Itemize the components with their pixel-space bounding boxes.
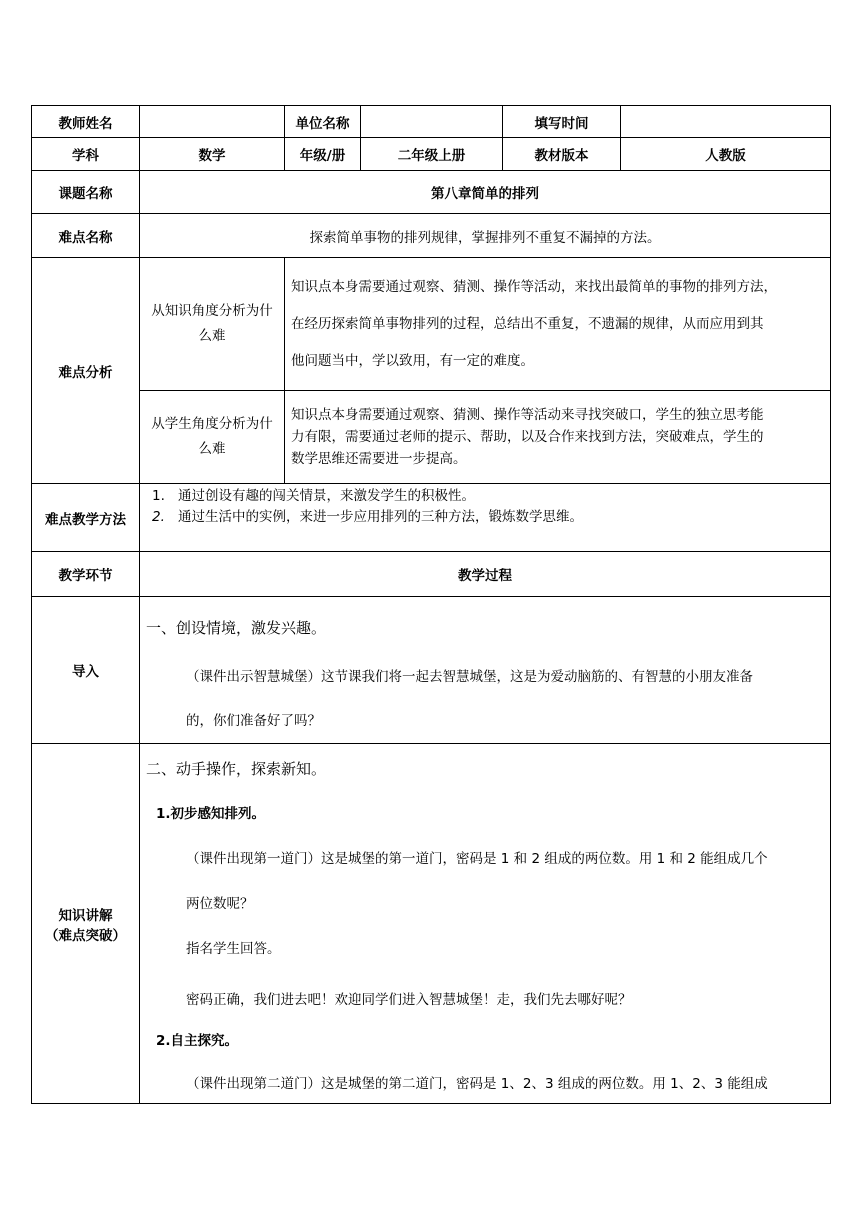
list-item	[146, 486, 824, 507]
edition-label: 教材版本	[503, 138, 621, 171]
intro-row	[32, 597, 831, 744]
knowledge-line: 在经历探索简单事物排列的过程，总结出不重复，不遗漏的规律，从而应用到其	[291, 315, 764, 332]
analysis-label: 难点分析	[32, 258, 140, 484]
difficulty-label: 难点名称	[32, 214, 140, 258]
process-header-row	[32, 552, 831, 597]
analysis-row-student	[32, 391, 831, 484]
intro-label: 导入	[32, 597, 140, 744]
analysis-row-knowledge	[32, 258, 831, 391]
difficulty-row	[32, 214, 831, 258]
subsection-heading: 1.初步感知排列。	[156, 806, 266, 822]
paragraph-line: 密码正确，我们进去吧！欢迎同学们进入智慧城堡！走，我们先去哪好呢？	[186, 992, 632, 1008]
grade-value: 二年级上册	[361, 138, 503, 171]
student-line: 数学思维还需要进一步提高。	[291, 451, 467, 467]
knowledge-label-line1: 知识讲解	[58, 907, 113, 924]
difficulty-value: 探索简单事物的排列规律，掌握排列不重复不漏掉的方法。	[140, 214, 831, 258]
unit-name-field[interactable]	[361, 106, 503, 138]
subject-value: 数学	[140, 138, 285, 171]
header-row	[32, 106, 831, 138]
lesson-plan-table	[31, 105, 831, 1104]
fill-date-label: 填写时间	[503, 106, 621, 138]
edition-value: 人教版	[621, 138, 831, 171]
knowledge-line: 他问题当中，学以致用，有一定的难度。	[291, 352, 534, 369]
subsection-heading: 2.自主探究。	[156, 1033, 239, 1049]
topic-value: 第八章简单的排列	[140, 171, 831, 214]
teacher-name-field[interactable]	[140, 106, 285, 138]
subject-label: 学科	[32, 138, 140, 171]
knowledge-angle-label: 从知识角度分析为什么难	[140, 258, 285, 391]
teacher-name-label: 教师姓名	[32, 106, 140, 138]
fill-date-field[interactable]	[621, 106, 831, 138]
student-line: 力有限，需要通过老师的提示、帮助，以及合作来找到方法，突破难点，学生的	[291, 429, 764, 445]
topic-row	[32, 171, 831, 214]
intro-line: （课件出示智慧城堡）这节课我们将一起去智慧城堡，这是为爱动脑筋的、有智慧的小朋友准备	[186, 669, 753, 685]
list-item	[146, 507, 824, 528]
knowledge-line: 知识点本身需要通过观察、猜测、操作等活动，来找出最简单的事物的排列方法，	[291, 278, 777, 295]
methods-list	[140, 484, 831, 552]
list-number: 1.	[152, 488, 165, 504]
intro-content	[140, 597, 831, 744]
knowledge-label	[32, 744, 140, 1104]
paragraph-line: 指名学生回答。	[186, 941, 281, 957]
knowledge-content	[140, 744, 831, 1104]
intro-line: 的，你们准备好了吗？	[186, 713, 321, 729]
intro-heading: 一、创设情境，激发兴趣。	[146, 619, 327, 637]
knowledge-angle-text	[285, 258, 831, 391]
grade-label: 年级/册	[285, 138, 361, 171]
stage-header: 教学环节	[32, 552, 140, 597]
knowledge-heading: 二、动手操作，探索新知。	[146, 760, 327, 778]
knowledge-row	[32, 744, 831, 1104]
methods-label: 难点教学方法	[32, 484, 140, 552]
paragraph-line: （课件出现第一道门）这是城堡的第一道门，密码是 1 和 2 组成的两位数。用 1 和 2 能组成几个	[186, 851, 768, 867]
paragraph-line: （课件出现第二道门）这是城堡的第二道门，密码是 1、2、3 组成的两位数。用 1、2、3 能组成	[186, 1076, 768, 1092]
student-angle-text	[285, 391, 831, 484]
list-text: 通过创设有趣的闯关情景，来激发学生的积极性。	[178, 488, 475, 504]
student-line: 知识点本身需要通过观察、猜测、操作等活动来寻找突破口，学生的独立思考能	[291, 407, 764, 423]
paragraph-line: 两位数呢？	[186, 896, 254, 912]
list-number: 2.	[152, 509, 165, 525]
topic-label: 课题名称	[32, 171, 140, 214]
student-angle-label: 从学生角度分析为什么难	[140, 391, 285, 484]
unit-name-label: 单位名称	[285, 106, 361, 138]
methods-row	[32, 484, 831, 552]
knowledge-label-line2: （难点突破）	[45, 927, 126, 944]
list-text: 通过生活中的实例，来进一步应用排列的三种方法，锻炼数学思维。	[178, 509, 583, 525]
subject-row	[32, 138, 831, 171]
process-header: 教学过程	[140, 552, 831, 597]
